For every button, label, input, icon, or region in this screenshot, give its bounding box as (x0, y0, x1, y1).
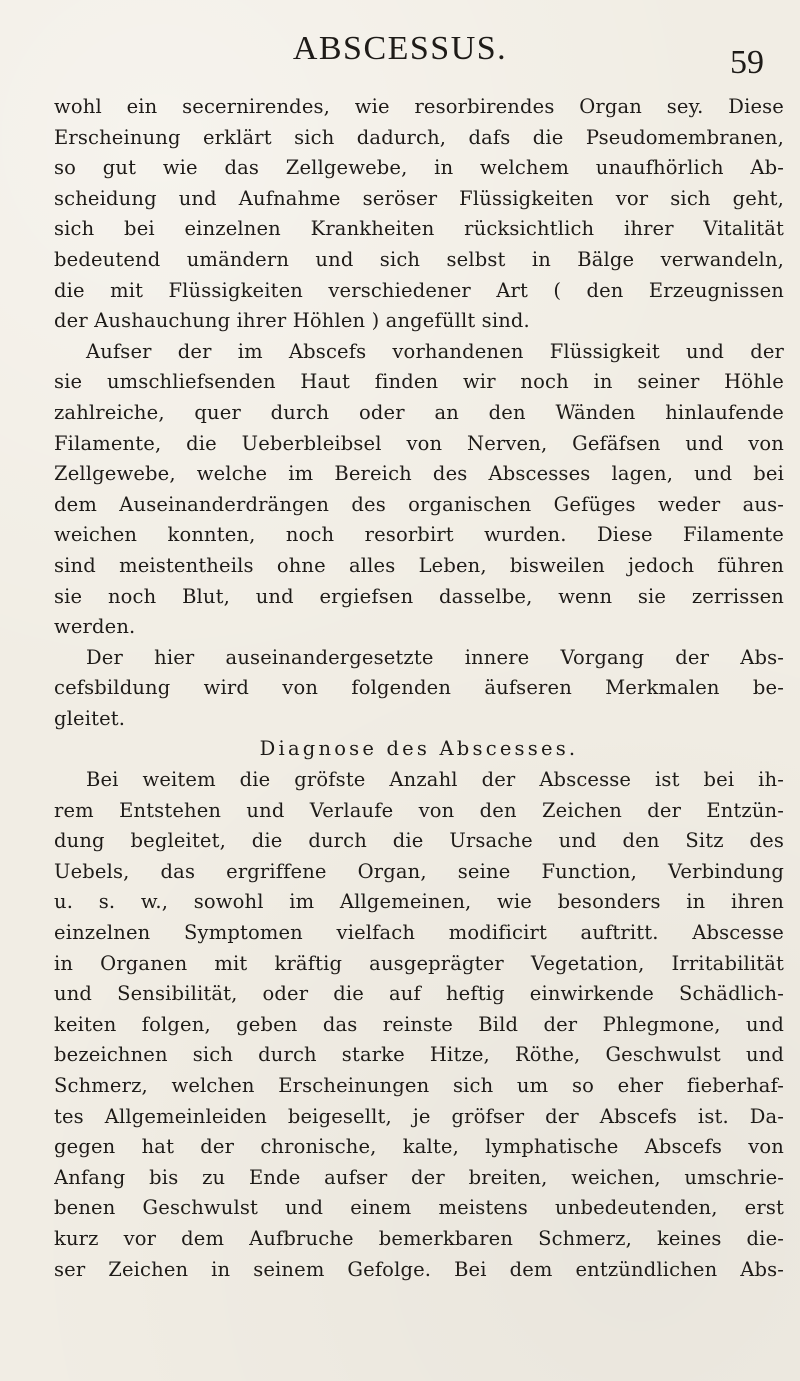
text-line: werden. (54, 615, 136, 639)
text-line: gegen hat der chronische, kalte, lymphatische Abscefs von (54, 1135, 784, 1159)
text-line: sie noch Blut, und ergiefsen dasselbe, wenn sie zerrissen (54, 584, 784, 608)
text-line: so gut wie das Zellgewebe, in welchem unaufhörlich Ab- (54, 156, 784, 180)
text-line: Schmerz, welchen Erscheinungen sich um so eher fieberhaf- (54, 1074, 784, 1097)
text-line: Zellgewebe, welche im Bereich des Abscesses lagen, und bei (54, 462, 784, 486)
text-line: benen Geschwulst und einem meistens unbedeutenden, erst (54, 1196, 784, 1220)
text-line: Erscheinung erklärt sich dadurch, dafs die Pseudomembranen, (54, 125, 784, 149)
text-line: Aufser der im Abscefs vorhandenen Flüssigkeit und der (86, 339, 784, 363)
text-line: gleitet. (54, 706, 126, 730)
text-line: Bei weitem die gröfste Anzahl der Abscesse ist bei ih- (86, 768, 784, 792)
text-line: keiten folgen, geben das reinste Bild der Phlegmone, und (54, 1012, 784, 1036)
page-number: 59 (730, 44, 764, 81)
text-line: zahlreiche, quer durch oder an den Wänden hinlaufende (54, 400, 784, 424)
text-line: u. s. w., sowohl im Allgemeinen, wie besonders in ihren (54, 890, 784, 914)
text-line: cefsbildung wird von folgenden äufseren Merkmalen be- (54, 676, 784, 700)
text-line: und Sensibilität, oder die auf heftig einwirkende Schädlich- (54, 982, 784, 1006)
text-line: Filamente, die Ueberbleibsel von Nerven, Gefäfsen und von (54, 431, 784, 455)
running-title: ABSCESSUS. (292, 30, 508, 67)
text-line: ser Zeichen in seinem Gefolge. Bei dem entzündlichen Abs- (54, 1257, 784, 1281)
text-line: bedeutend umändern und sich selbst in Bälge verwandeln, (54, 247, 784, 271)
text-line: Uebels, das ergriffene Organ, seine Function, Verbindung (54, 859, 784, 883)
text-line: sind meistentheils ohne alles Leben, bisweilen jedoch führen (54, 553, 784, 577)
text-line: bezeichnen sich durch starke Hitze, Röthe, Geschwulst und (54, 1043, 784, 1067)
text-line: dung begleitet, die durch die Ursache und den Sitz des (54, 829, 784, 853)
text-line: tes Allgemeinleiden beigesellt, je gröfser der Abscefs ist. Da- (54, 1104, 784, 1128)
text-line: rem Entstehen und Verlaufe von den Zeichen der Entzün- (54, 798, 784, 822)
text-line: sich bei einzelnen Krankheiten rücksichtlich ihrer Vitalität (54, 217, 784, 241)
text-line: Der hier auseinandergesetzte innere Vorgang der Abs- (86, 645, 784, 669)
text-line: die mit Flüssigkeiten verschiedener Art ( den Erzeugnissen (54, 278, 784, 302)
body-text (54, 92, 784, 1285)
text-line: wohl ein secernirendes, wie resorbirendes Organ sey. Diese (54, 95, 784, 118)
text-line: sie umschliefsenden Haut finden wir noch in seiner Höhle (54, 370, 784, 394)
text-line: in Organen mit kräftig ausgeprägter Vegetation, Irritabilität (54, 951, 784, 975)
text-line: kurz vor dem Aufbruche bemerkbaren Schmerz, keines die- (54, 1226, 784, 1250)
text-line: einzelnen Symptomen vielfach modificirt auftritt. Abscesse (54, 921, 784, 945)
text-line: dem Auseinanderdrängen des organischen Gefüges weder aus- (54, 492, 784, 516)
section-heading: Diagnose des Abscesses. (259, 737, 579, 761)
text-line: weichen konnten, noch resorbirt wurden. Diese Filamente (54, 523, 784, 547)
text-line: der Aushauchung ihrer Höhlen ) angefüllt sind. (54, 309, 530, 333)
text-line: scheidung und Aufnahme seröser Flüssigkeiten vor sich geht, (54, 186, 784, 210)
text-line: Anfang bis zu Ende aufser der breiten, weichen, umschrie- (54, 1165, 784, 1189)
